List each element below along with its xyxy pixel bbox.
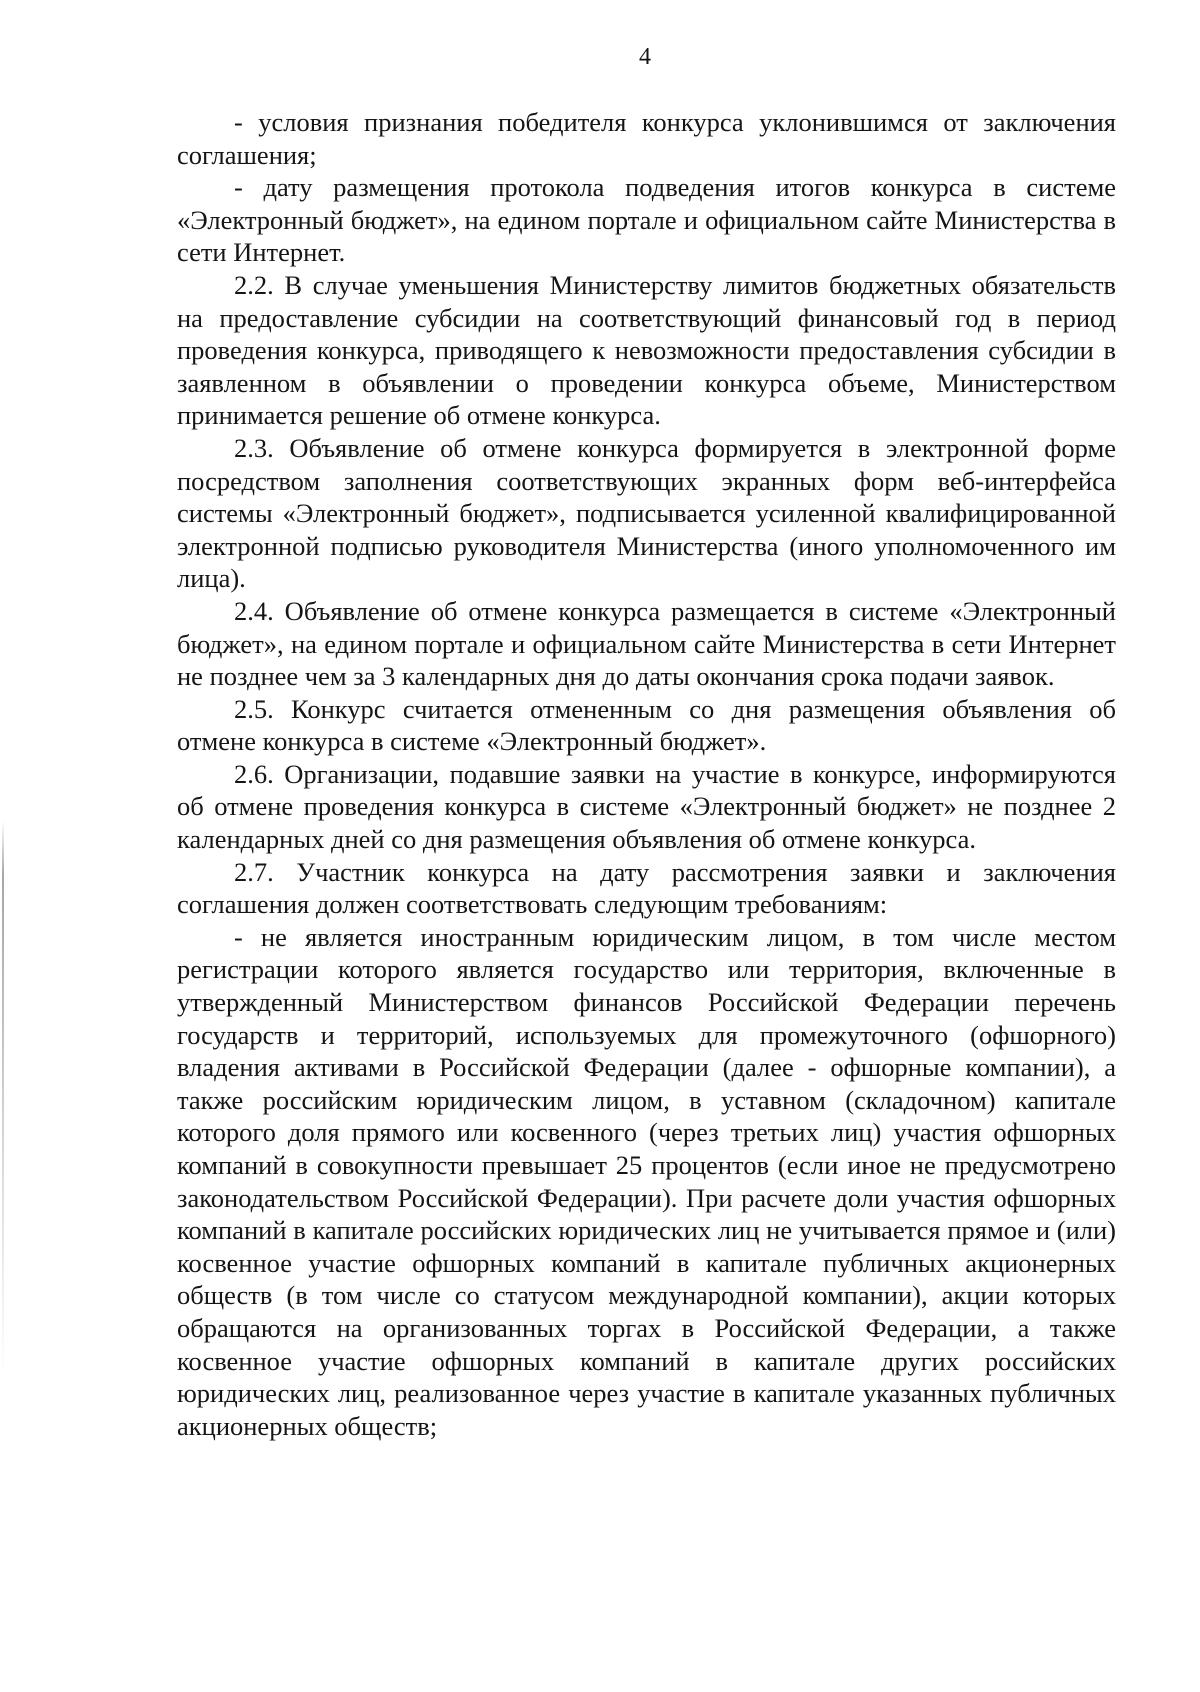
scan-edge-mark <box>2 820 4 1380</box>
paragraph-condition-evasion: - условия признания победителя конкурса уклонившимся от заключения соглашения; <box>177 107 1116 170</box>
paragraph-2-7: 2.7. Участник конкурса на дату рассмотрения заявки и заключения соглашения должен соответствовать следующим требованиям: <box>177 856 1116 920</box>
paragraph-2-5: 2.5. Конкурс считается отмененным со дня размещения объявления об отмене конкурса в системе «Электронный бюджет». <box>177 693 1116 757</box>
paragraph-offshore-requirement: - не является иностранным юридическим лицом, в том числе местом регистрации которого является государство или территория, включенные в утвержденный Министерством финансов Российской Федерации перечень государств и территорий, используемых для промежуточного (офшорного) владения активами в Российской Федерации (далее - офшорные компании), а также российским юридическим лицом, в уставном (складочном) капитале которого доля прямого или косвенного (через третьих лиц) участия офшорных компаний в совокупности превышает 25 процентов (если иное не предусмотрено законодательством Российской Федерации). При расчете доли участия офшорных компаний в капитале российских юридических лиц не учитывается прямое и (или) косвенное участие офшорных компаний в капитале публичных акционерных обществ (в том числе со статусом международной компании), акции которых обращаются на организованных торгах в Российской Федерации, а также косвенное участие офшорных компаний в капитале других российских юридических лиц, реализованное через участие в капитале указанных публичных акционерных обществ; <box>177 921 1116 1441</box>
paragraph-2-4: 2.4. Объявление об отмене конкурса размещается в системе «Электронный бюджет», на едином портале и официальном сайте Министерства в сети Интернет не позднее чем за 3 календарных дня до даты окончания срока подачи заявок. <box>177 595 1116 692</box>
page-number: 4 <box>639 44 651 70</box>
paragraph-protocol-date: - дату размещения протокола подведения итогов конкурса в системе «Электронный бюджет», на едином портале и официальном сайте Министерства в сети Интернет. <box>177 172 1116 268</box>
paragraph-2-2: 2.2. В случае уменьшения Министерству лимитов бюджетных обязательств на предоставление субсидии на соответствующий финансовый год в период проведения конкурса, приводящего к невозможности предоставления субсидии в заявленном в объявлении о проведении конкурса объеме, Министерством принимается решение об отмене конкурса. <box>177 269 1116 431</box>
paragraph-2-6: 2.6. Организации, подавшие заявки на участие в конкурсе, информируются об отмене проведения конкурса в системе «Электронный бюджет» не позднее 2 календарных дней со дня размещения объявления об отмене конкурса. <box>177 758 1116 855</box>
paragraph-2-3: 2.3. Объявление об отмене конкурса формируется в электронной форме посредством заполнения соответствующих экранных форм веб-интерфейса системы «Электронный бюджет», подписывается усиленной квалифицированной электронной подписью руководителя Министерства (иного уполномоченного им лица). <box>177 432 1116 594</box>
document-body <box>177 106 1116 1442</box>
